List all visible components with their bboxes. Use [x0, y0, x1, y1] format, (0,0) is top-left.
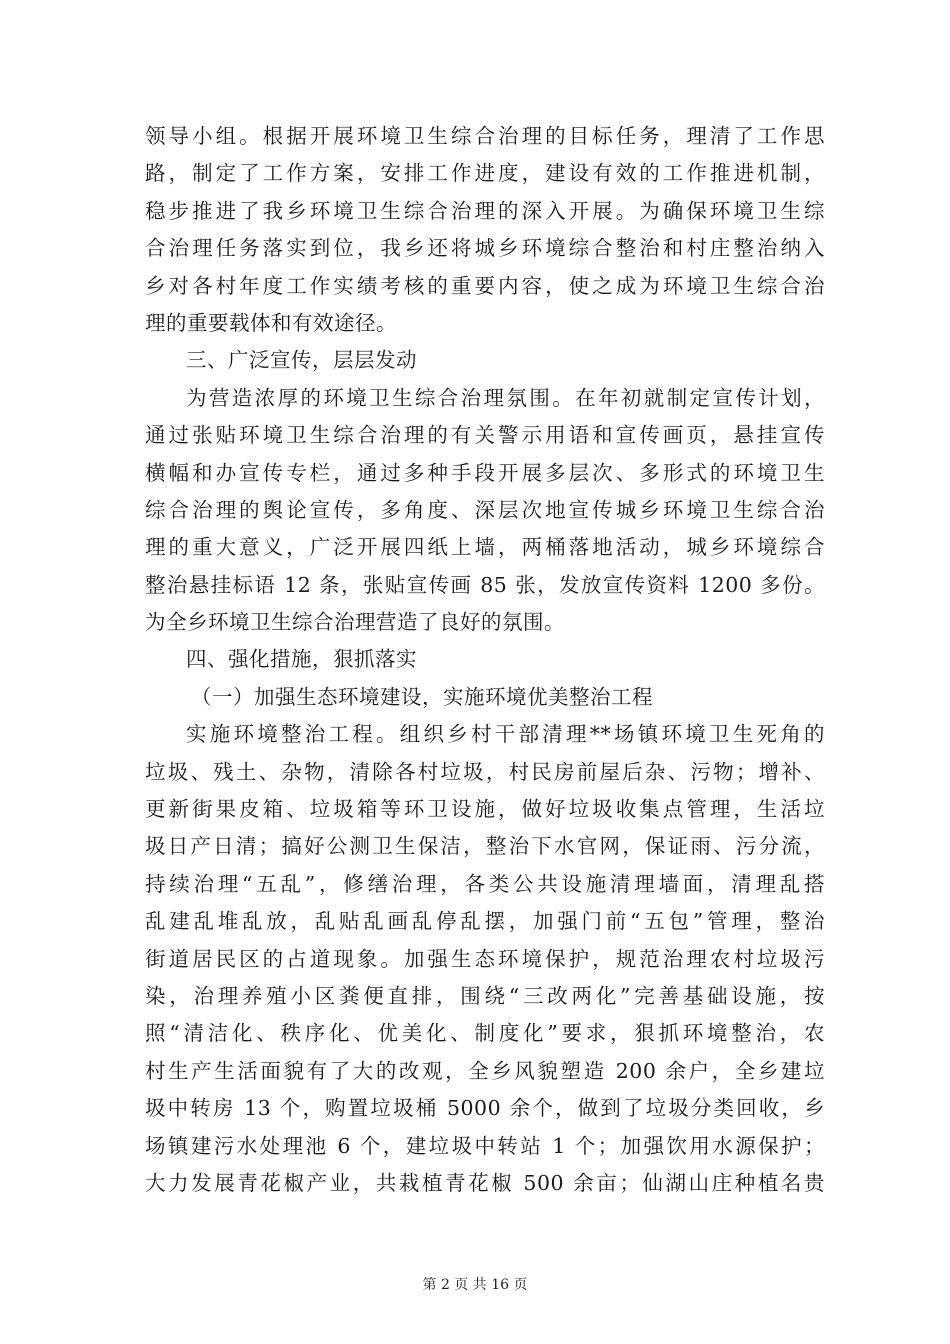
- text-line: 乡对各村年度工作实绩考核的重要内容，使之成为环境卫生综合治: [145, 273, 825, 298]
- text-line: 为全乡环境卫生综合治理营造了良好的氛围。: [145, 610, 565, 635]
- text-line: 领导小组。根据开展环境卫生综合治理的目标任务，理清了工作思: [145, 124, 825, 148]
- text-line: 村生产生活面貌有了大的改观，全乡风貌塑造 200 余户，全乡建垃: [145, 1058, 825, 1083]
- section-heading: 三、广泛宣传，层层发动: [186, 348, 417, 373]
- text-line: 大力发展青花椒产业，共栽植青花椒 500 余亩；仙湖山庄种植名贵: [145, 1170, 825, 1195]
- text-line: 街道居民区的占道现象。加强生态环境保护，规范治理农村垃圾污: [145, 946, 825, 971]
- text-line: 整治悬挂标语 12 条，张贴宣传画 85 张，发放宣传资料 1200 多份。: [145, 572, 825, 597]
- text-line: 染，治理养殖小区粪便直排，围绕“三改两化”完善基础设施，按: [145, 983, 825, 1008]
- text-line: 圾日产日清；搞好公测卫生保洁，整治下水官网，保证雨、污分流，: [145, 834, 825, 859]
- subsection-heading: （一）加强生态环境建设，实施环境优美整治工程: [191, 684, 653, 709]
- text-line: 照“清洁化、秩序化、优美化、制度化”要求，狠抓环境整治，农: [145, 1021, 825, 1046]
- text-line: 路，制定了工作方案，安排工作进度，建设有效的工作推进机制，: [145, 161, 825, 186]
- text-line: 稳步推进了我乡环境卫生综合治理的深入开展。为确保环境卫生综: [145, 198, 825, 223]
- text-line: 通过张贴环境卫生综合治理的有关警示用语和宣传画页，悬挂宣传: [145, 423, 825, 448]
- page-footer: [0, 1274, 950, 1294]
- text-line: 乱建乱堆乱放，乱贴乱画乱停乱摆，加强门前“五包”管理，整治: [145, 909, 825, 934]
- text-line: 横幅和办宣传专栏，通过多种手段开展多层次、多形式的环境卫生: [145, 460, 825, 485]
- text-line: 理的重要载体和有效途径。: [145, 310, 397, 335]
- section-heading: 四、强化措施，狠抓落实: [186, 647, 417, 672]
- text-line: 综合治理的舆论宣传，多角度、深层次地宣传城乡环境卫生综合治: [145, 497, 825, 522]
- text-line: 实施环境整治工程。组织乡村干部清理**场镇环境卫生死角的: [186, 722, 825, 747]
- text-line: 场镇建污水处理池 6 个，建垃圾中转站 1 个；加强饮用水源保护；: [145, 1133, 825, 1158]
- text-line: 圾中转房 13 个，购置垃圾桶 5000 余个，做到了垃圾分类回收，乡: [145, 1096, 825, 1121]
- text-line: 更新街果皮箱、垃圾箱等环卫设施，做好垃圾收集点管理，生活垃: [145, 797, 825, 822]
- text-line: 为营造浓厚的环境卫生综合治理氛围。在年初就制定宣传计划，: [186, 385, 825, 410]
- body-text: [145, 118, 825, 1202]
- text-line: 理的重大意义，广泛开展四纸上墙，两桶落地活动，城乡环境综合: [145, 535, 825, 560]
- page-number: 第 2 页 共 16 页: [422, 1277, 528, 1293]
- text-line: 持续治理“五乱”，修缮治理，各类公共设施清理墙面，清理乱搭: [145, 871, 825, 896]
- text-line: 合治理任务落实到位，我乡还将城乡环境综合整治和村庄整治纳入: [145, 236, 825, 261]
- text-line: 垃圾、残土、杂物，清除各村垃圾，村民房前屋后杂、污物；增补、: [145, 759, 825, 784]
